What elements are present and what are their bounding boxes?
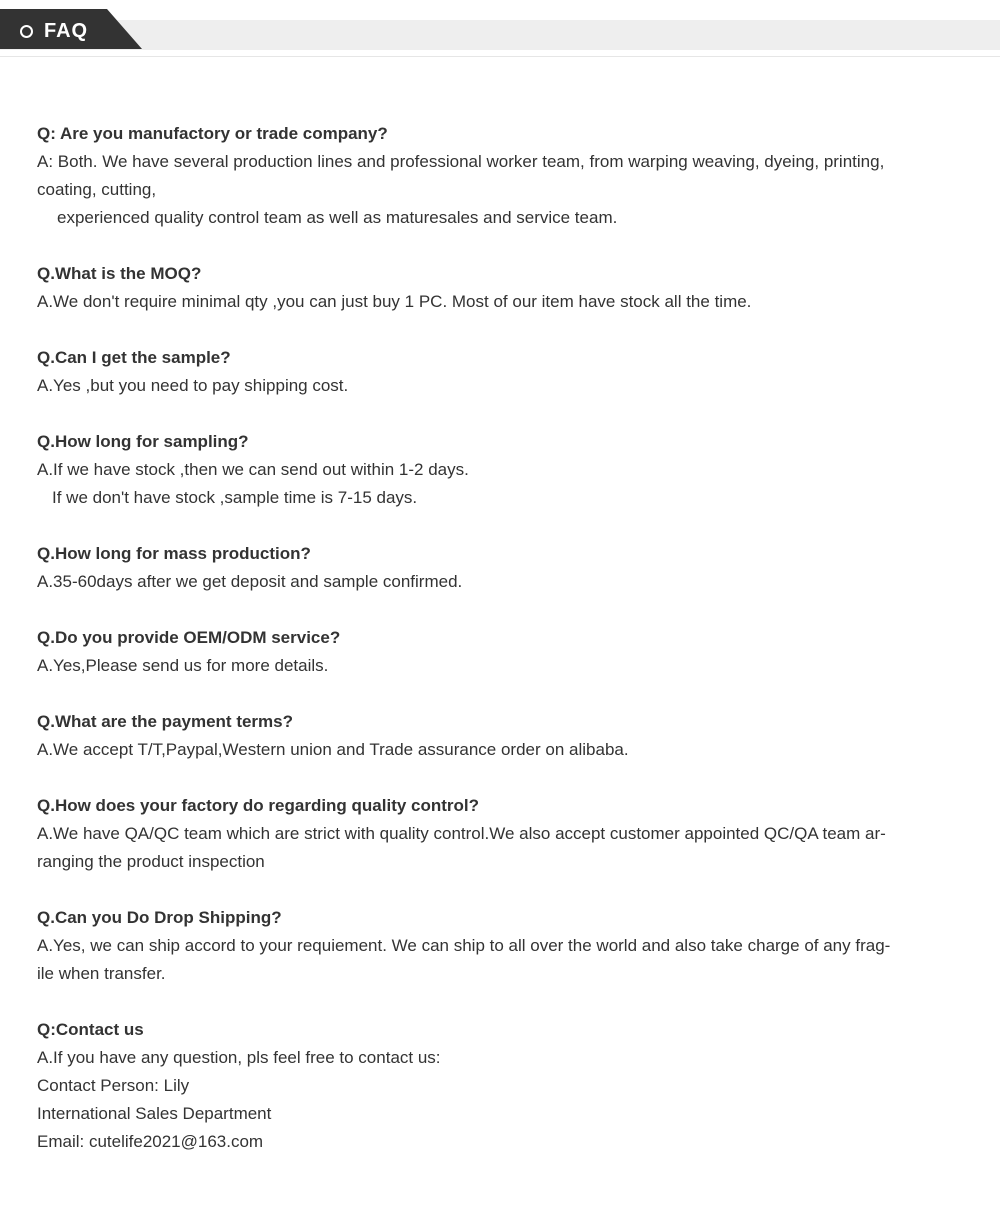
- header-divider: [0, 56, 1000, 57]
- circle-outline-icon: [20, 25, 33, 38]
- faq-answer: A.35-60days after we get deposit and sample confirmed.: [37, 572, 463, 591]
- faq-question: Q.How long for mass production?: [37, 544, 311, 563]
- faq-question: Q.What is the MOQ?: [37, 264, 202, 283]
- faq-answer: A.We have QA/QC team which are strict with quality control.We also accept customer appointed QC/QA team ar-: [37, 824, 886, 843]
- faq-item-company-type: [37, 120, 947, 232]
- faq-question: Q: Are you manufactory or trade company?: [37, 124, 388, 143]
- faq-answer: A.We accept T/T,Paypal,Western union and Trade assurance order on alibaba.: [37, 740, 629, 759]
- faq-answer: A.Yes,Please send us for more details.: [37, 656, 329, 675]
- faq-item-sample: [37, 344, 947, 400]
- header-band: [0, 20, 1000, 50]
- faq-list: [37, 120, 947, 1156]
- faq-question: Q.Can I get the sample?: [37, 348, 231, 367]
- faq-answer-continued: experienced quality control team as well as maturesales and service team.: [57, 208, 618, 227]
- faq-answer: A.We don't require minimal qty ,you can just buy 1 PC. Most of our item have stock all the time.: [37, 292, 752, 311]
- faq-item-mass-production: [37, 540, 947, 596]
- faq-item-quality-control: [37, 792, 947, 876]
- faq-question: Q.Can you Do Drop Shipping?: [37, 908, 282, 927]
- faq-item-moq: [37, 260, 947, 316]
- faq-answer: A.If we have stock ,then we can send out within 1-2 days.: [37, 460, 469, 479]
- faq-question: Q.How long for sampling?: [37, 432, 249, 451]
- faq-question: Q:Contact us: [37, 1020, 144, 1039]
- contact-email: Email: cutelife2021@163.com: [37, 1132, 264, 1151]
- contact-person: Contact Person: Lily: [37, 1076, 190, 1095]
- faq-answer: A.If you have any question, pls feel free to contact us:: [37, 1048, 441, 1067]
- faq-item-sampling-time: [37, 428, 947, 512]
- faq-item-drop-shipping: [37, 904, 947, 988]
- faq-answer: A: Both. We have several production lines and professional worker team, from warping weaving, dyeing, printing, coating, cutting,: [37, 152, 885, 199]
- contact-department: International Sales Department: [37, 1104, 272, 1123]
- faq-answer: A.Yes, we can ship accord to your requiement. We can ship to all over the world and also take charge of any frag-: [37, 936, 891, 955]
- faq-answer-continued: ile when transfer.: [37, 964, 166, 983]
- faq-answer: A.Yes ,but you need to pay shipping cost.: [37, 376, 349, 395]
- page-title: FAQ: [44, 20, 89, 42]
- faq-answer-continued: ranging the product inspection: [37, 852, 265, 871]
- faq-item-payment-terms: [37, 708, 947, 764]
- faq-item-contact: [37, 1016, 947, 1156]
- faq-answer-continued: If we don't have stock ,sample time is 7-15 days.: [52, 488, 418, 507]
- faq-item-oem-odm: [37, 624, 947, 680]
- faq-question: Q.How does your factory do regarding quality control?: [37, 796, 480, 815]
- faq-question: Q.Do you provide OEM/ODM service?: [37, 628, 341, 647]
- faq-question: Q.What are the payment terms?: [37, 712, 294, 731]
